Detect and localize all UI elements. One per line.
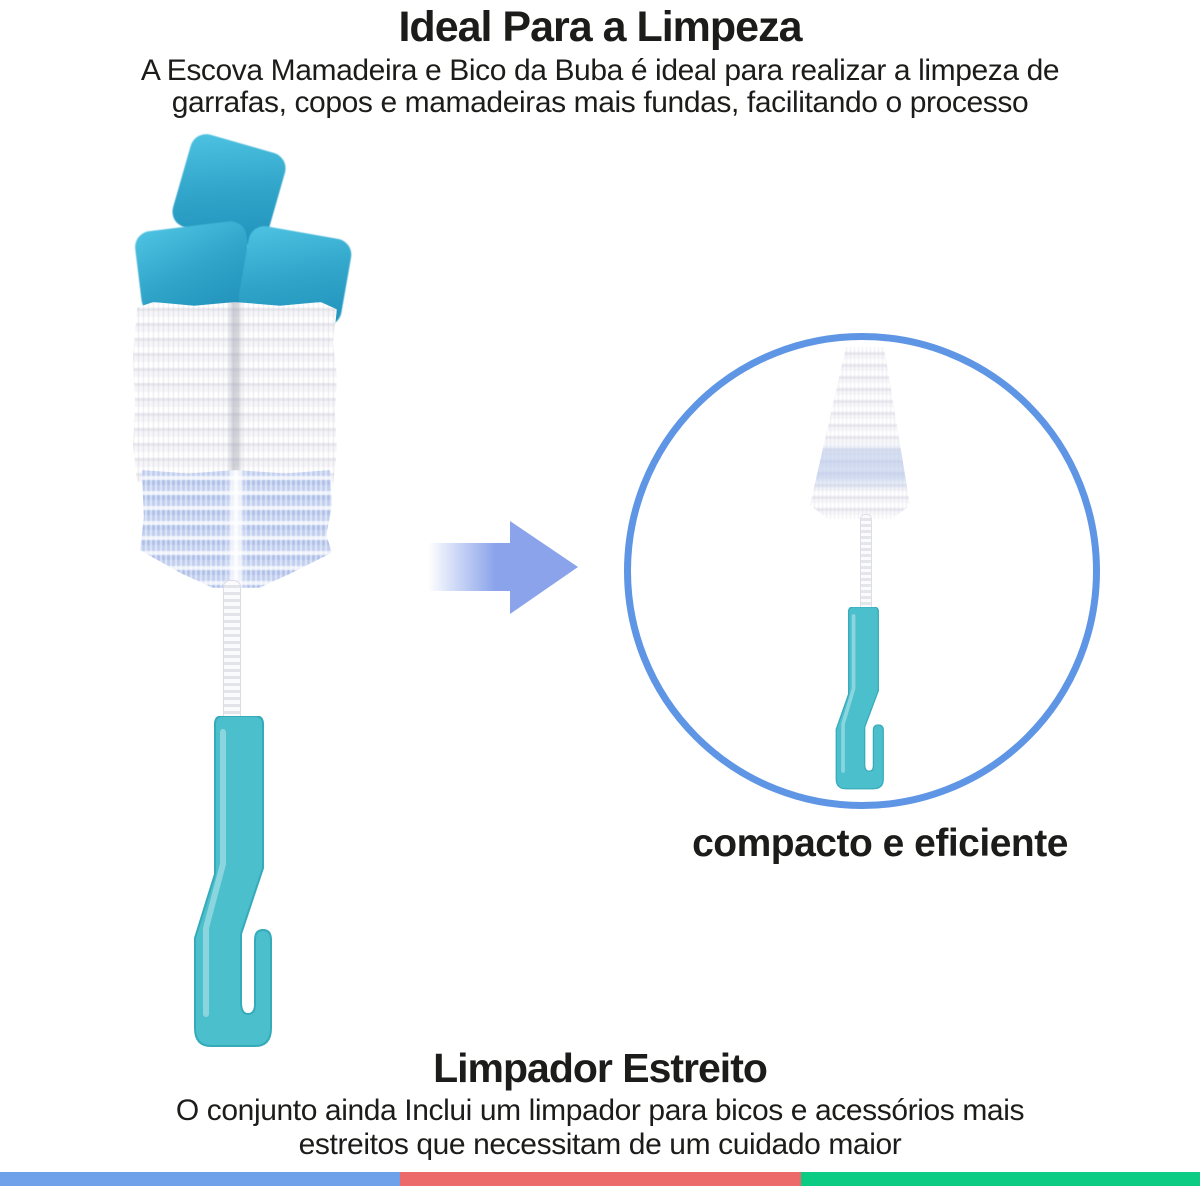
narrow-cleaner-section bbox=[0, 1046, 1200, 1162]
brush-handle bbox=[193, 716, 277, 1050]
stripe-segment-green bbox=[801, 1172, 1200, 1186]
subtitle-line-2: garrafas, copos e mamadeiras mais fundas, facilitando o processo bbox=[171, 86, 1029, 119]
sponge-head-left bbox=[133, 219, 254, 316]
section-title: Limpador Estreito bbox=[433, 1045, 767, 1091]
bristles-blue bbox=[140, 470, 332, 588]
section-text-line-1: O conjunto ainda Inclui um limpador para bicos e acessórios mais bbox=[175, 1094, 1025, 1127]
section-text bbox=[0, 1094, 1200, 1162]
narrow-brush-handle bbox=[835, 607, 887, 791]
stripe-segment-blue bbox=[0, 1172, 400, 1186]
header bbox=[0, 4, 1200, 119]
brush-wire-stem bbox=[223, 580, 241, 724]
bristles-white bbox=[133, 302, 337, 487]
page-subtitle bbox=[0, 55, 1200, 119]
detail-caption: compacto e eficiente bbox=[692, 822, 1068, 865]
section-text-line-2: estreitos que necessitam de um cuidado maior bbox=[298, 1128, 902, 1161]
stripe-segment-red bbox=[400, 1172, 801, 1186]
narrow-brush-wire-stem bbox=[860, 514, 872, 612]
page-title: Ideal Para a Limpeza bbox=[398, 3, 802, 51]
subtitle-line-1: A Escova Mamadeira e Bico da Buba é ideal para realizar a limpeza de bbox=[140, 54, 1060, 87]
arrow-right-icon bbox=[428, 521, 578, 615]
